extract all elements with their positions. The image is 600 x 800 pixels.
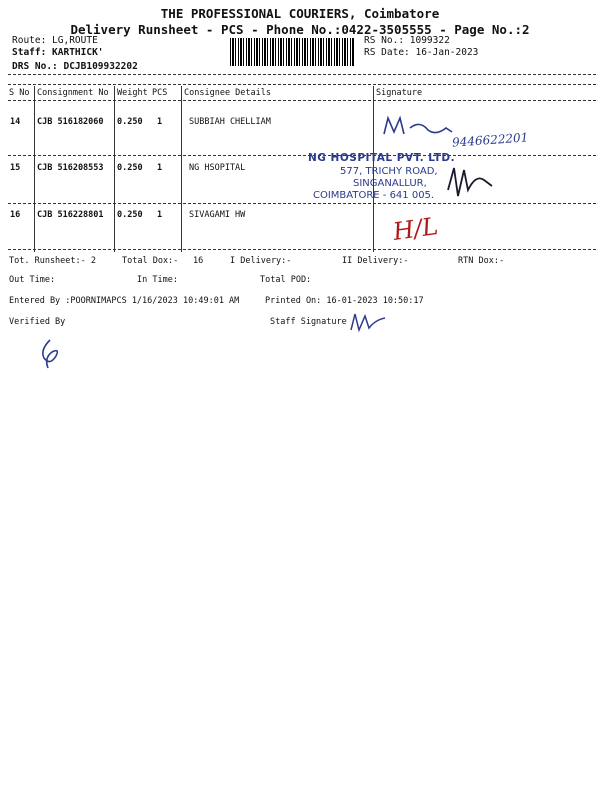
- row-sno: 14: [10, 117, 21, 127]
- row-weight: 0.250: [117, 117, 143, 127]
- staff-signature-label: Staff Signature: [270, 317, 347, 327]
- rs-number: RS No.: 1099322: [364, 35, 450, 46]
- column-divider: [114, 86, 115, 252]
- row-sno: 15: [10, 163, 21, 173]
- hospital-stamp-line: COIMBATORE - 641 005.: [313, 190, 435, 201]
- route-label: Route: LG,ROUTE: [12, 35, 98, 46]
- barcode: [230, 38, 355, 66]
- runsheet-subtitle: Delivery Runsheet - PCS - Phone No.:0422-3505555 - Page No.:2: [70, 22, 530, 37]
- handwritten-mark: H/L: [391, 212, 440, 246]
- handwritten-signature: [440, 160, 500, 205]
- column-header: S No: [9, 88, 30, 98]
- row-consignment: CJB 516182060: [37, 117, 104, 127]
- divider: [8, 155, 596, 156]
- divider: [8, 100, 596, 101]
- handwritten-phone: 9446622201: [451, 130, 529, 150]
- row-consignee: SIVAGAMI HW: [189, 210, 246, 220]
- total-dox-label: Total Dox:-: [122, 256, 179, 266]
- row-pcs: 1: [157, 163, 163, 173]
- total-dox-value: 16: [193, 256, 204, 266]
- rtn-dox: RTN Dox:-: [458, 256, 505, 266]
- column-header: Weight: [117, 88, 148, 98]
- ii-delivery: II Delivery:-: [342, 256, 409, 266]
- row-weight: 0.250: [117, 163, 143, 173]
- total-runsheet: Tot. Runsheet:- 2: [9, 256, 96, 266]
- column-header: Consignee Details: [184, 88, 271, 98]
- i-delivery: I Delivery:-: [230, 256, 292, 266]
- verified-by: Verified By: [9, 317, 66, 327]
- column-divider: [34, 86, 35, 252]
- total-pod: Total POD:: [260, 275, 312, 285]
- row-consignment: CJB 516208553: [37, 163, 104, 173]
- divider: [8, 249, 596, 250]
- rs-date: RS Date: 16-Jan-2023: [364, 47, 479, 58]
- printed-on: Printed On: 16-01-2023 10:50:17: [265, 296, 424, 306]
- entered-by: Entered By :POORNIMAPCS 1/16/2023 10:49:01 AM: [9, 296, 240, 306]
- hospital-stamp-line: SINGANALLUR,: [353, 178, 427, 189]
- row-weight: 0.250: [117, 210, 143, 220]
- row-pcs: 1: [157, 210, 163, 220]
- in-time: In Time:: [137, 275, 178, 285]
- out-time: Out Time:: [9, 275, 56, 285]
- hospital-stamp-line: 577, TRICHY ROAD,: [340, 166, 438, 177]
- divider: [8, 84, 596, 85]
- row-consignment: CJB 516228801: [37, 210, 104, 220]
- drs-number: DRS No.: DCJB109932202: [12, 61, 138, 72]
- column-divider: [181, 86, 182, 252]
- staff-label: Staff: KARTHICK': [12, 47, 104, 58]
- column-header: PCS: [152, 88, 168, 98]
- column-header: Consignment No: [37, 88, 109, 98]
- divider: [8, 203, 596, 204]
- company-title: THE PROFESSIONAL COURIERS, Coimbatore: [160, 6, 440, 21]
- column-header: Signature: [376, 88, 423, 98]
- row-consignee: SUBBIAH CHELLIAM: [189, 117, 271, 127]
- hospital-stamp-line: NG HOSPITAL PVT. LTD.: [308, 152, 456, 164]
- staff-signature: [345, 308, 390, 336]
- row-consignee: NG HSOPITAL: [189, 163, 246, 173]
- row-sno: 16: [10, 210, 21, 220]
- verified-signature: [34, 336, 64, 372]
- divider: [8, 74, 596, 75]
- row-pcs: 1: [157, 117, 163, 127]
